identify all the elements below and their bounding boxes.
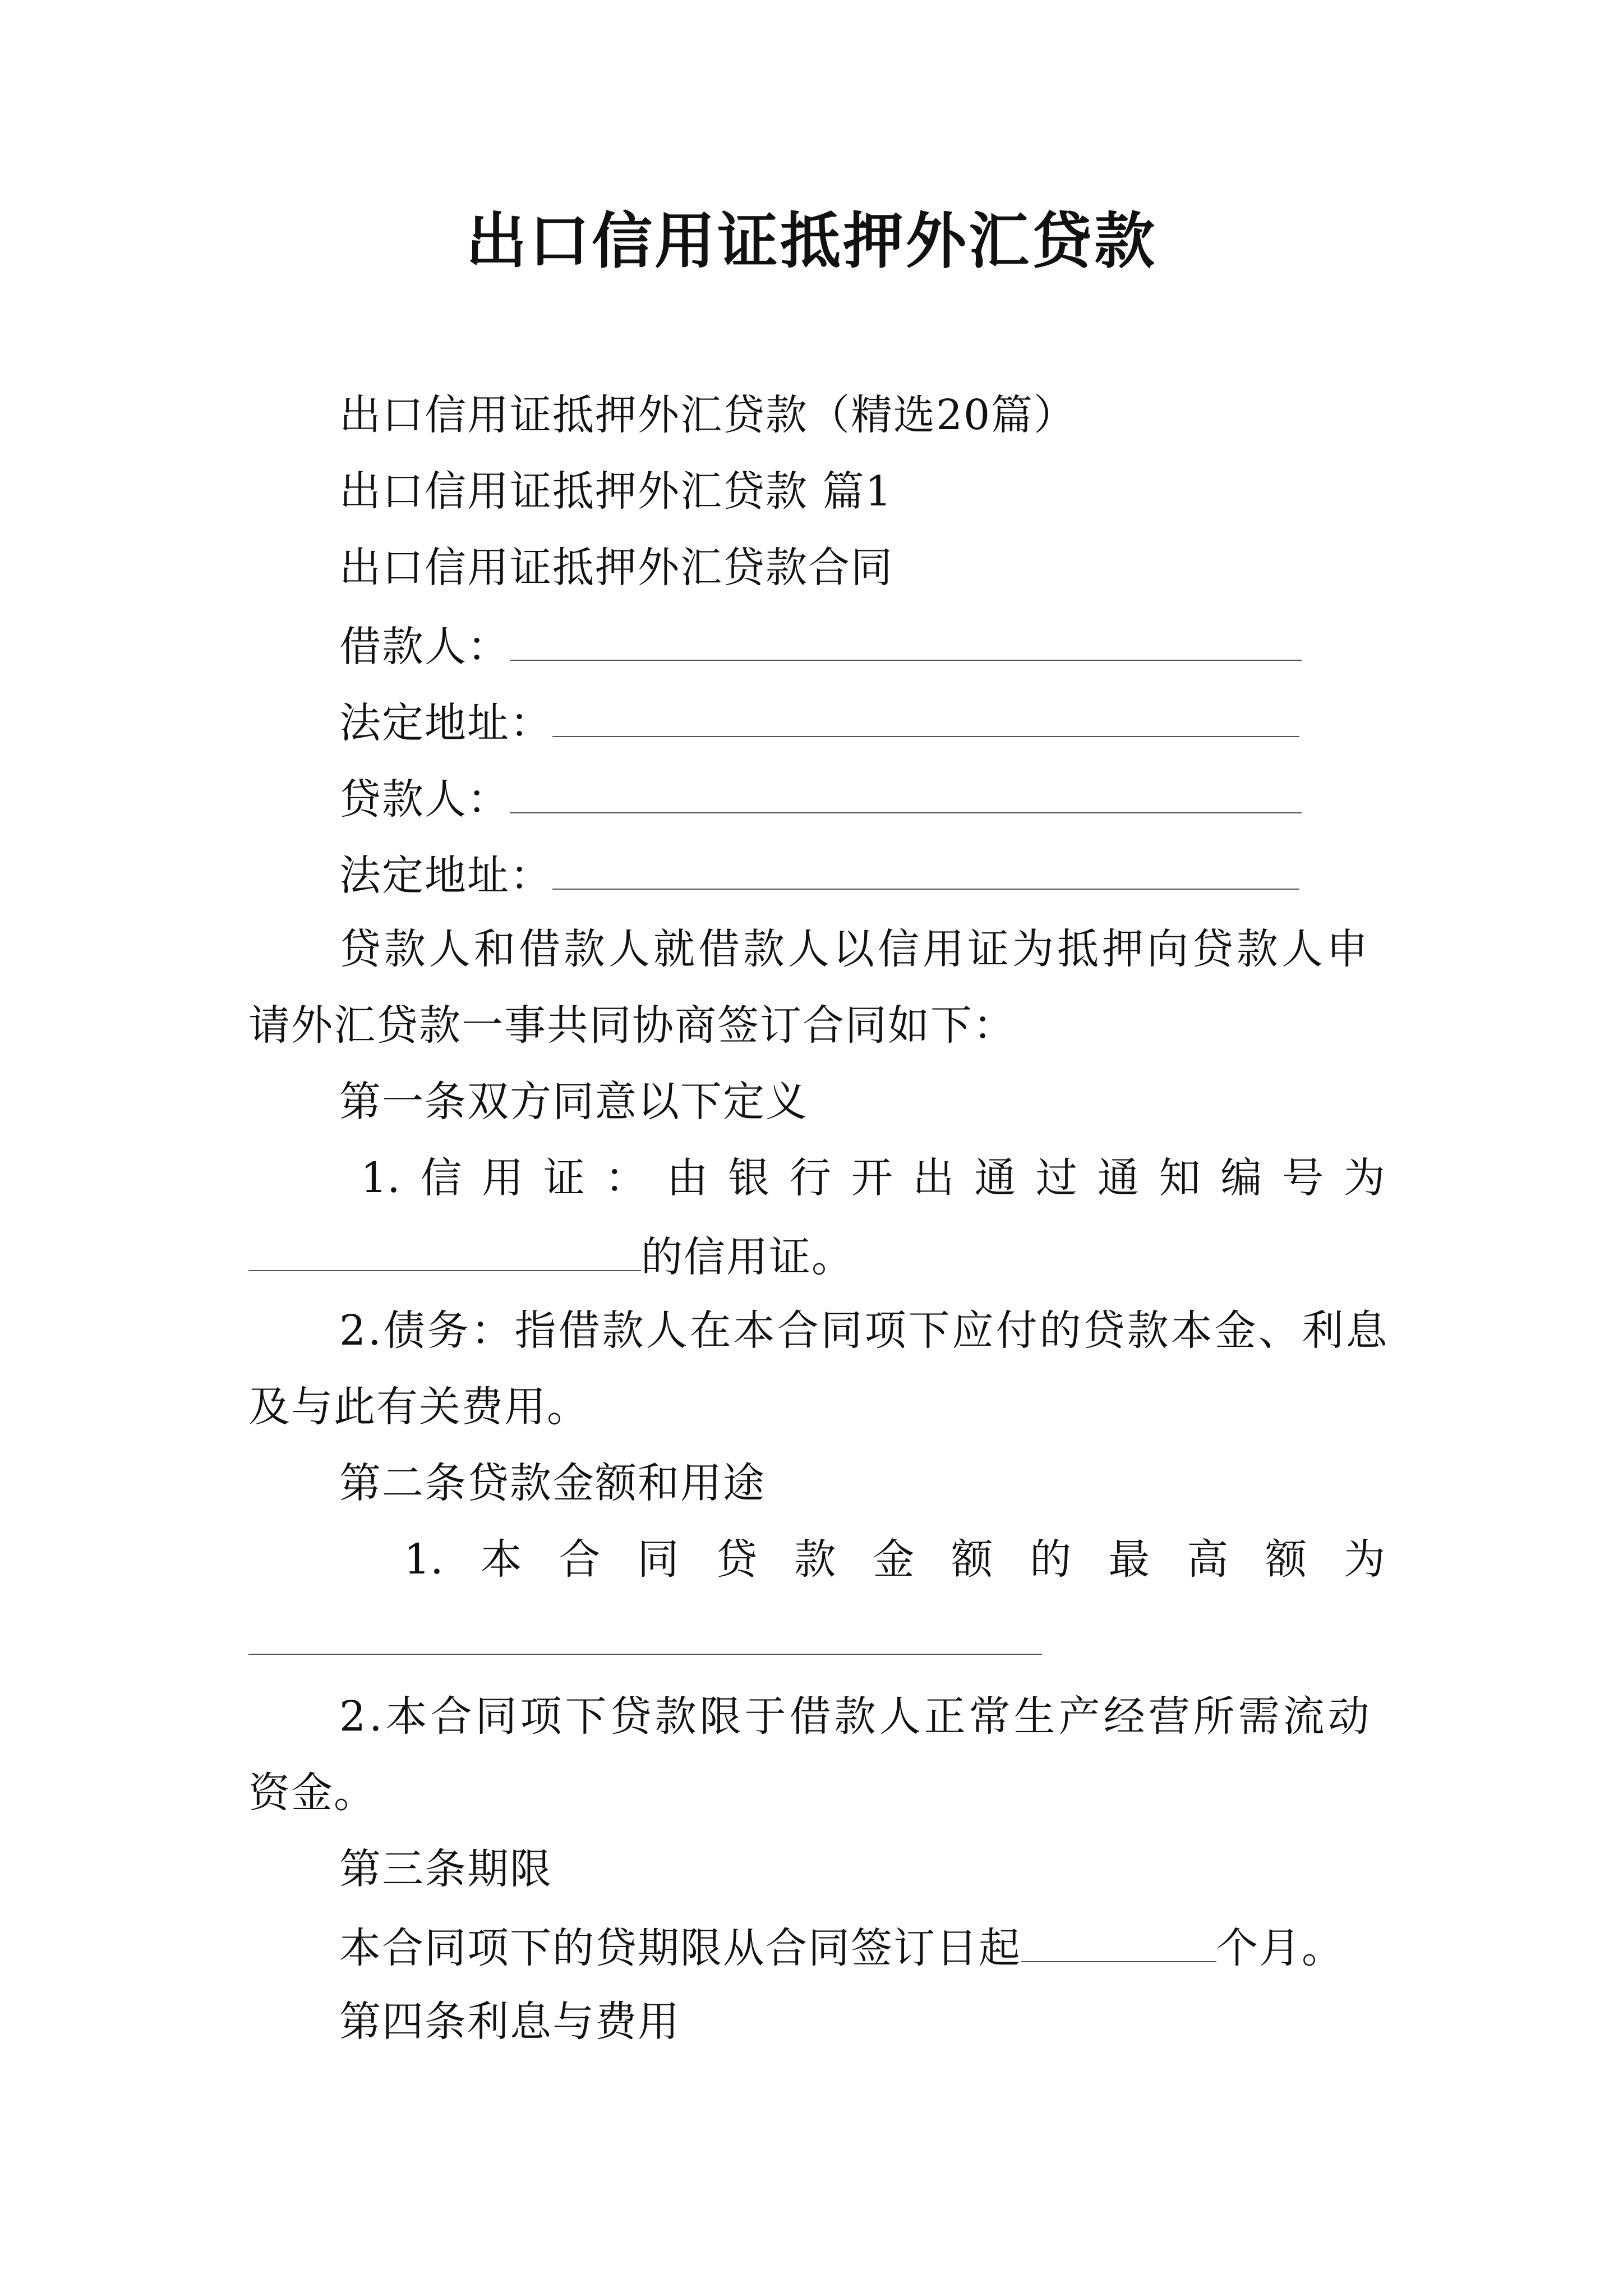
def1-char: 信 [420, 1154, 462, 1202]
document-title: 出口信用证抵押外汇贷款 [465, 206, 1157, 277]
amount-char: 最 [1108, 1535, 1150, 1584]
article-4-heading: 第四条利息与费用 [339, 1998, 680, 2046]
def1-char: 证 [543, 1154, 585, 1202]
intro-line-2: 请外汇贷款一事共同协商签订合同如下： [248, 1001, 1016, 1050]
amount-char: 为 [1344, 1535, 1386, 1584]
amount-char: 额 [951, 1535, 993, 1584]
definition-2-line-1: 2.债务：指借款人在本合同项下应付的贷款本金、利息 [339, 1306, 1390, 1355]
lender-address-label: 法定地址： [339, 852, 552, 900]
part-heading: 出口信用证抵押外汇贷款 篇1 [339, 467, 893, 516]
def1-char: 开 [851, 1154, 893, 1202]
term-text-before: 本合同项下的贷期限从合同签订日起 [339, 1924, 1021, 1972]
definition-1-tail: 的信用证。 [641, 1233, 854, 1281]
borrower-label: 借款人： [339, 623, 510, 671]
amount-char: 高 [1187, 1535, 1229, 1584]
borrower-address-blank[interactable] [552, 692, 1299, 737]
term-months-blank[interactable] [1021, 1917, 1216, 1962]
def1-char: 用 [482, 1154, 524, 1202]
amount-char: 额 [1265, 1535, 1307, 1584]
def1-char: 出 [912, 1154, 955, 1202]
lender-blank[interactable] [510, 769, 1302, 813]
borrower-address-field [339, 692, 1299, 751]
loan-use-line-2: 资金。 [248, 1769, 376, 1817]
amount-char: 同 [637, 1535, 679, 1584]
def1-char: 通 [974, 1154, 1016, 1202]
article-3-heading: 第三条期限 [339, 1845, 552, 1893]
def1-char: 为 [1343, 1154, 1385, 1202]
lender-label: 贷款人： [339, 775, 510, 823]
def1-char: 过 [1036, 1154, 1078, 1202]
def1-char: 由 [666, 1154, 708, 1202]
borrower-blank[interactable] [510, 616, 1302, 661]
def1-char: 行 [789, 1154, 831, 1202]
intro-line-1: 贷款人和借款人就借款人以信用证为抵押向贷款人申 [339, 925, 1371, 973]
loan-amount-line [404, 1531, 1385, 1588]
definition-2-line-2: 及与此有关费用。 [248, 1383, 589, 1431]
loan-amount-blank[interactable] [248, 1654, 1042, 1655]
def1-char: 编 [1220, 1154, 1262, 1202]
def1-char: 知 [1159, 1154, 1201, 1202]
def1-char: 通 [1097, 1154, 1139, 1202]
definition-1-line [361, 1150, 1385, 1206]
def1-char: 1. [361, 1154, 400, 1202]
lender-address-field [339, 845, 1299, 904]
borrower-address-label: 法定地址： [339, 699, 552, 747]
amount-char: 的 [1030, 1535, 1072, 1584]
definition-1-tail-line [248, 1226, 854, 1285]
def1-char: 银 [728, 1154, 770, 1202]
term-line [339, 1917, 1344, 1976]
article-2-heading: 第二条贷款金额和用途 [339, 1459, 766, 1507]
def1-char: ： [605, 1154, 647, 1202]
lc-number-blank[interactable] [248, 1226, 641, 1271]
article-1-heading: 第一条双方同意以下定义 [339, 1078, 808, 1126]
lender-address-blank[interactable] [552, 845, 1299, 890]
amount-char: 合 [559, 1535, 601, 1584]
amount-char: 贷 [716, 1535, 758, 1584]
contract-title: 出口信用证抵押外汇贷款合同 [339, 544, 893, 592]
borrower-field [339, 616, 1302, 675]
term-text-after: 个月。 [1216, 1924, 1344, 1972]
amount-char: 金 [873, 1535, 915, 1584]
document-subtitle: 出口信用证抵押外汇贷款（精选20篇） [339, 391, 1077, 439]
lender-field [339, 769, 1302, 827]
def1-char: 号 [1282, 1154, 1324, 1202]
amount-char: 款 [794, 1535, 836, 1584]
amount-char: 1. [404, 1535, 444, 1584]
amount-char: 本 [480, 1535, 522, 1584]
loan-use-line-1: 2.本合同项下贷款限于借款人正常生产经营所需流动 [339, 1692, 1373, 1741]
